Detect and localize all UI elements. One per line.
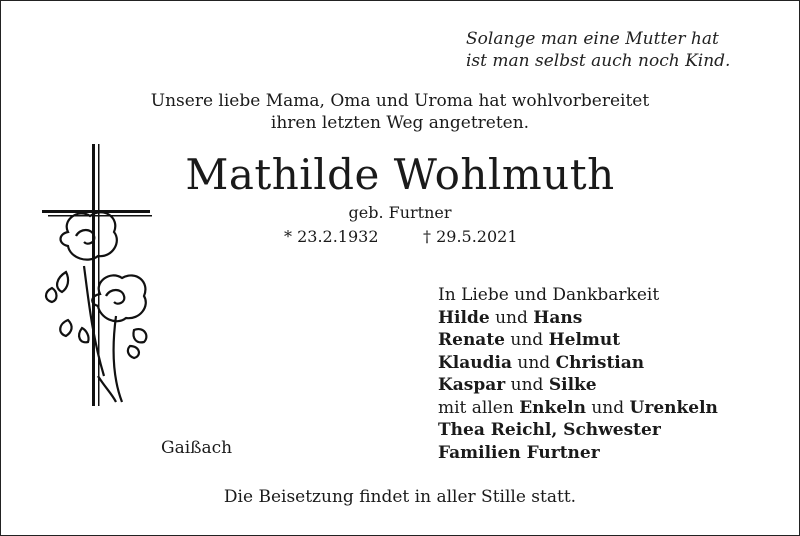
intro-line-1: Unsere liebe Mama, Oma und Uroma hat wohlvorbereitet [150,91,650,111]
grandchildren-line: mit allen Enkeln und Urenkeln [438,397,718,418]
maiden-name: geb. Furtner [348,203,452,222]
death-date: † 29.5.2021 [423,227,518,246]
intro-line-2: ihren letzten Weg angetreten. [270,113,530,133]
list-item: Hilde und Hans [438,307,583,328]
epigraph-quote [466,28,730,72]
mourners-intro: In Liebe und Dankbarkeit [438,285,660,305]
cross-with-roses-icon [38,140,208,410]
sister-line: Thea Reichl, Schwester [438,420,661,440]
quote-line-1: Solange man eine Mutter hat [466,29,719,49]
burial-notice: Die Beisetzung findet in aller Stille statt. [223,487,577,507]
quote-line-2: ist man selbst auch noch Kind. [466,51,731,71]
place-name: Gaißach [161,438,233,458]
list-item: Klaudia und Christian [438,352,645,373]
families-line: Familien Furtner [438,442,600,463]
birth-date: * 23.2.1932 [284,227,379,246]
list-item: Kaspar und Silke [438,375,597,395]
intro-text [0,90,800,134]
deceased-name: Mathilde Wohlmuth [185,150,615,199]
list-item: Renate und Helmut [438,330,621,350]
mourners-list [438,284,718,464]
